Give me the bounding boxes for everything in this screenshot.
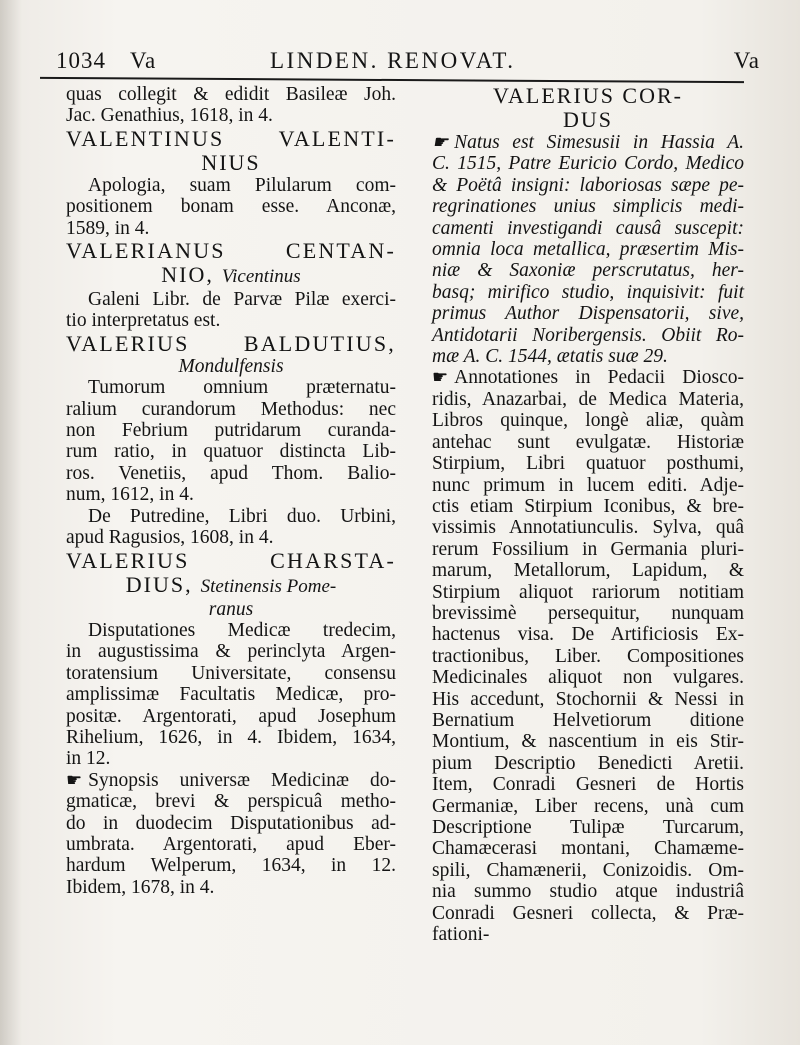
text-line: in augustissima & perinclyta Argen- xyxy=(66,641,396,663)
text-line: Item, Conradi Gesneri de Hortis xyxy=(432,774,744,796)
entry-heading: VALERIUS CHARSTA- xyxy=(66,547,396,573)
text-line: nia summo studio atque industriâ xyxy=(432,881,744,903)
text-line: antehac sunt evulgatæ. Historiæ xyxy=(432,431,744,453)
text-line: apud Ragusios, 1608, in 4. xyxy=(66,527,274,549)
text-line xyxy=(66,770,396,791)
text-line: rerum Fossilium in Germania pluri- xyxy=(432,538,744,560)
text-line: Apologia, suam Pilularum com- xyxy=(88,174,396,196)
text-line: ctis etiam Stirpium Iconibus, & bre- xyxy=(432,495,744,517)
text-line: His accedunt, Stochornii & Nessi in xyxy=(432,688,744,710)
text-line: spili, Chamænerii, Conizoidis. Om- xyxy=(432,859,744,881)
text-line: pium Descriptio Benedicti Aretii. xyxy=(432,752,744,774)
text-line: num, 1612, in 4. xyxy=(66,484,194,506)
text-line: toratensium Universitate, consensu xyxy=(66,662,396,684)
biography-line: mæ A. C. 1544, ætatis suæ 29. xyxy=(432,346,668,368)
biography-line xyxy=(432,132,744,153)
text-line: Germaniæ, Liber recens, unà cum xyxy=(432,795,744,817)
text-line: Stirpium, Libri quatuor posthumi, xyxy=(432,453,744,475)
biography-text: Natus est Simesusii in Hassia A. xyxy=(454,132,744,153)
left-column xyxy=(66,84,396,898)
biography-line: niæ & Saxoniæ perscrutatus, her- xyxy=(432,260,744,282)
text-line: Libros quinque, longè aliæ, quàm xyxy=(432,410,744,432)
text-line: rum ratio, in quatuor distincta Lib- xyxy=(66,441,396,463)
text-line: Montium, & nascentium in eis Stir- xyxy=(432,731,744,753)
entry-heading-line xyxy=(66,573,396,599)
running-title: LINDEN. RENOVAT. xyxy=(270,48,516,73)
header-abbr-right: Va xyxy=(733,48,760,73)
entry-heading: VALERIANUS CENTAN- xyxy=(66,238,396,264)
text-line: non Febrium putridarum curanda- xyxy=(66,420,396,442)
text-line: quas collegit & edidit Basileæ Joh. xyxy=(66,84,396,105)
text-line: do in duodecim Disputationibus ad- xyxy=(66,812,396,834)
text-line: nunc primum in lucem editi. Adje- xyxy=(432,474,744,496)
text-line: Stirpium aliquot rariorum notitiam xyxy=(432,581,744,603)
running-header xyxy=(52,44,764,78)
text-line: Galeni Libr. de Parvæ Pilæ exerci- xyxy=(88,289,396,311)
text-line: Rihelium, 1626, in 4. Ibidem, 1634, xyxy=(66,726,396,748)
text-line: ros. Venetiis, apud Thom. Balio- xyxy=(66,462,396,484)
text-line: positæ. Argentorati, apud Josephum xyxy=(66,705,396,727)
text-line: Tumorum omnium præternatu- xyxy=(88,377,396,399)
text-line: Bernatium Helvetiorum ditione xyxy=(432,709,744,731)
text-line: umbrata. Argentorati, apud Eber- xyxy=(66,833,396,855)
biography-line: basq; mirifico studio, inquisivit: fuit xyxy=(432,281,744,303)
entry-origin: Vicentinus xyxy=(221,266,301,288)
text-line: in 12. xyxy=(66,748,111,770)
entry-origin: Stetinensis Pome- xyxy=(200,575,337,597)
text-line: brevissimè persequitur, nunquam xyxy=(432,602,744,624)
entry-origin: Mondulfensis xyxy=(178,355,284,377)
biography-line: & Poëtâ insigni: laboriosas sæpe pe- xyxy=(432,174,744,196)
pointing-hand-icon: ☛ xyxy=(66,769,83,790)
right-column xyxy=(432,84,744,945)
text-line: fationi- xyxy=(432,924,490,946)
text-line: tractionibus, Liber. Compositiones xyxy=(432,645,744,667)
entry-heading: VALERIUS BALDUTIUS, xyxy=(66,330,396,356)
text-line: hardum Welperum, 1634, in 12. xyxy=(66,855,396,877)
text-line-content: Annotationes in Pedacii Diosco- xyxy=(454,367,744,389)
text-line: Jac. Genathius, 1618, in 4. xyxy=(66,105,273,127)
text-line: gmaticæ, brevi & perspicuâ metho- xyxy=(66,791,396,813)
text-line: Chamæcerasi montani, Chamæme- xyxy=(432,838,744,860)
text-line xyxy=(432,367,744,388)
text-line: hactenus visa. De Artificiosis Ex- xyxy=(432,624,744,646)
text-line: tio interpretatus est. xyxy=(66,310,221,332)
header-abbr-left: Va xyxy=(130,48,157,73)
biography-line: camenti investigandi causâ suscepit: xyxy=(432,217,744,239)
text-line: Conradi Gesneri collecta, & Præ- xyxy=(432,902,744,924)
pointing-hand-icon: ☛ xyxy=(432,367,449,388)
entry-heading: DUS xyxy=(562,107,613,132)
entry-origin: ranus xyxy=(208,598,254,620)
text-line-content: Synopsis universæ Medicinæ do- xyxy=(88,769,396,791)
text-line: Ibidem, 1678, in 4. xyxy=(66,876,215,898)
text-line: Disputationes Medicæ tredecim, xyxy=(88,619,396,641)
page-number: 1034 xyxy=(56,48,106,73)
text-line: Descriptione Tulipæ Turcarum, xyxy=(432,817,744,838)
entry-heading-line xyxy=(66,263,396,289)
biography-line: C. 1515, Patre Euricio Cordo, Medico xyxy=(432,153,744,175)
biography-line: regrinationes unius simplicis medi- xyxy=(432,196,744,218)
entry-heading-part: DIUS, xyxy=(125,571,193,597)
text-line: 1589, in 4. xyxy=(66,217,150,239)
text-line: positionem bonam esse. Anconæ, xyxy=(66,196,396,218)
biography-line: omnia loca metallica, præsertim Mis- xyxy=(432,239,744,261)
biography-line: primus Author Dispensatorii, sive, xyxy=(432,303,744,325)
text-line: amplissimæ Facultatis Medicæ, pro- xyxy=(66,684,396,706)
entry-heading: VALERIUS COR- xyxy=(492,83,683,108)
text-line: De Putredine, Libri duo. Urbini, xyxy=(88,505,396,527)
text-line: ralium curandorum Methodus: nec xyxy=(66,398,396,420)
entry-heading: NIUS xyxy=(201,149,261,175)
entry-heading-part: NIO, xyxy=(161,262,214,288)
text-line: vissimis Annotatiunculis. Sylva, quâ xyxy=(432,517,744,539)
text-line: Medicinales aliquot non vulgares. xyxy=(432,667,744,689)
biography-line: Antidotarii Noribergensis. Obiit Ro- xyxy=(432,324,744,346)
entry-heading: VALENTINUS VALENTI- xyxy=(66,125,396,151)
pointing-hand-icon: ☛ xyxy=(432,132,449,152)
text-line: ridis, Anazarbai, de Medica Materia, xyxy=(432,388,744,410)
text-line: marum, Metallorum, Lapidum, & xyxy=(432,560,744,582)
